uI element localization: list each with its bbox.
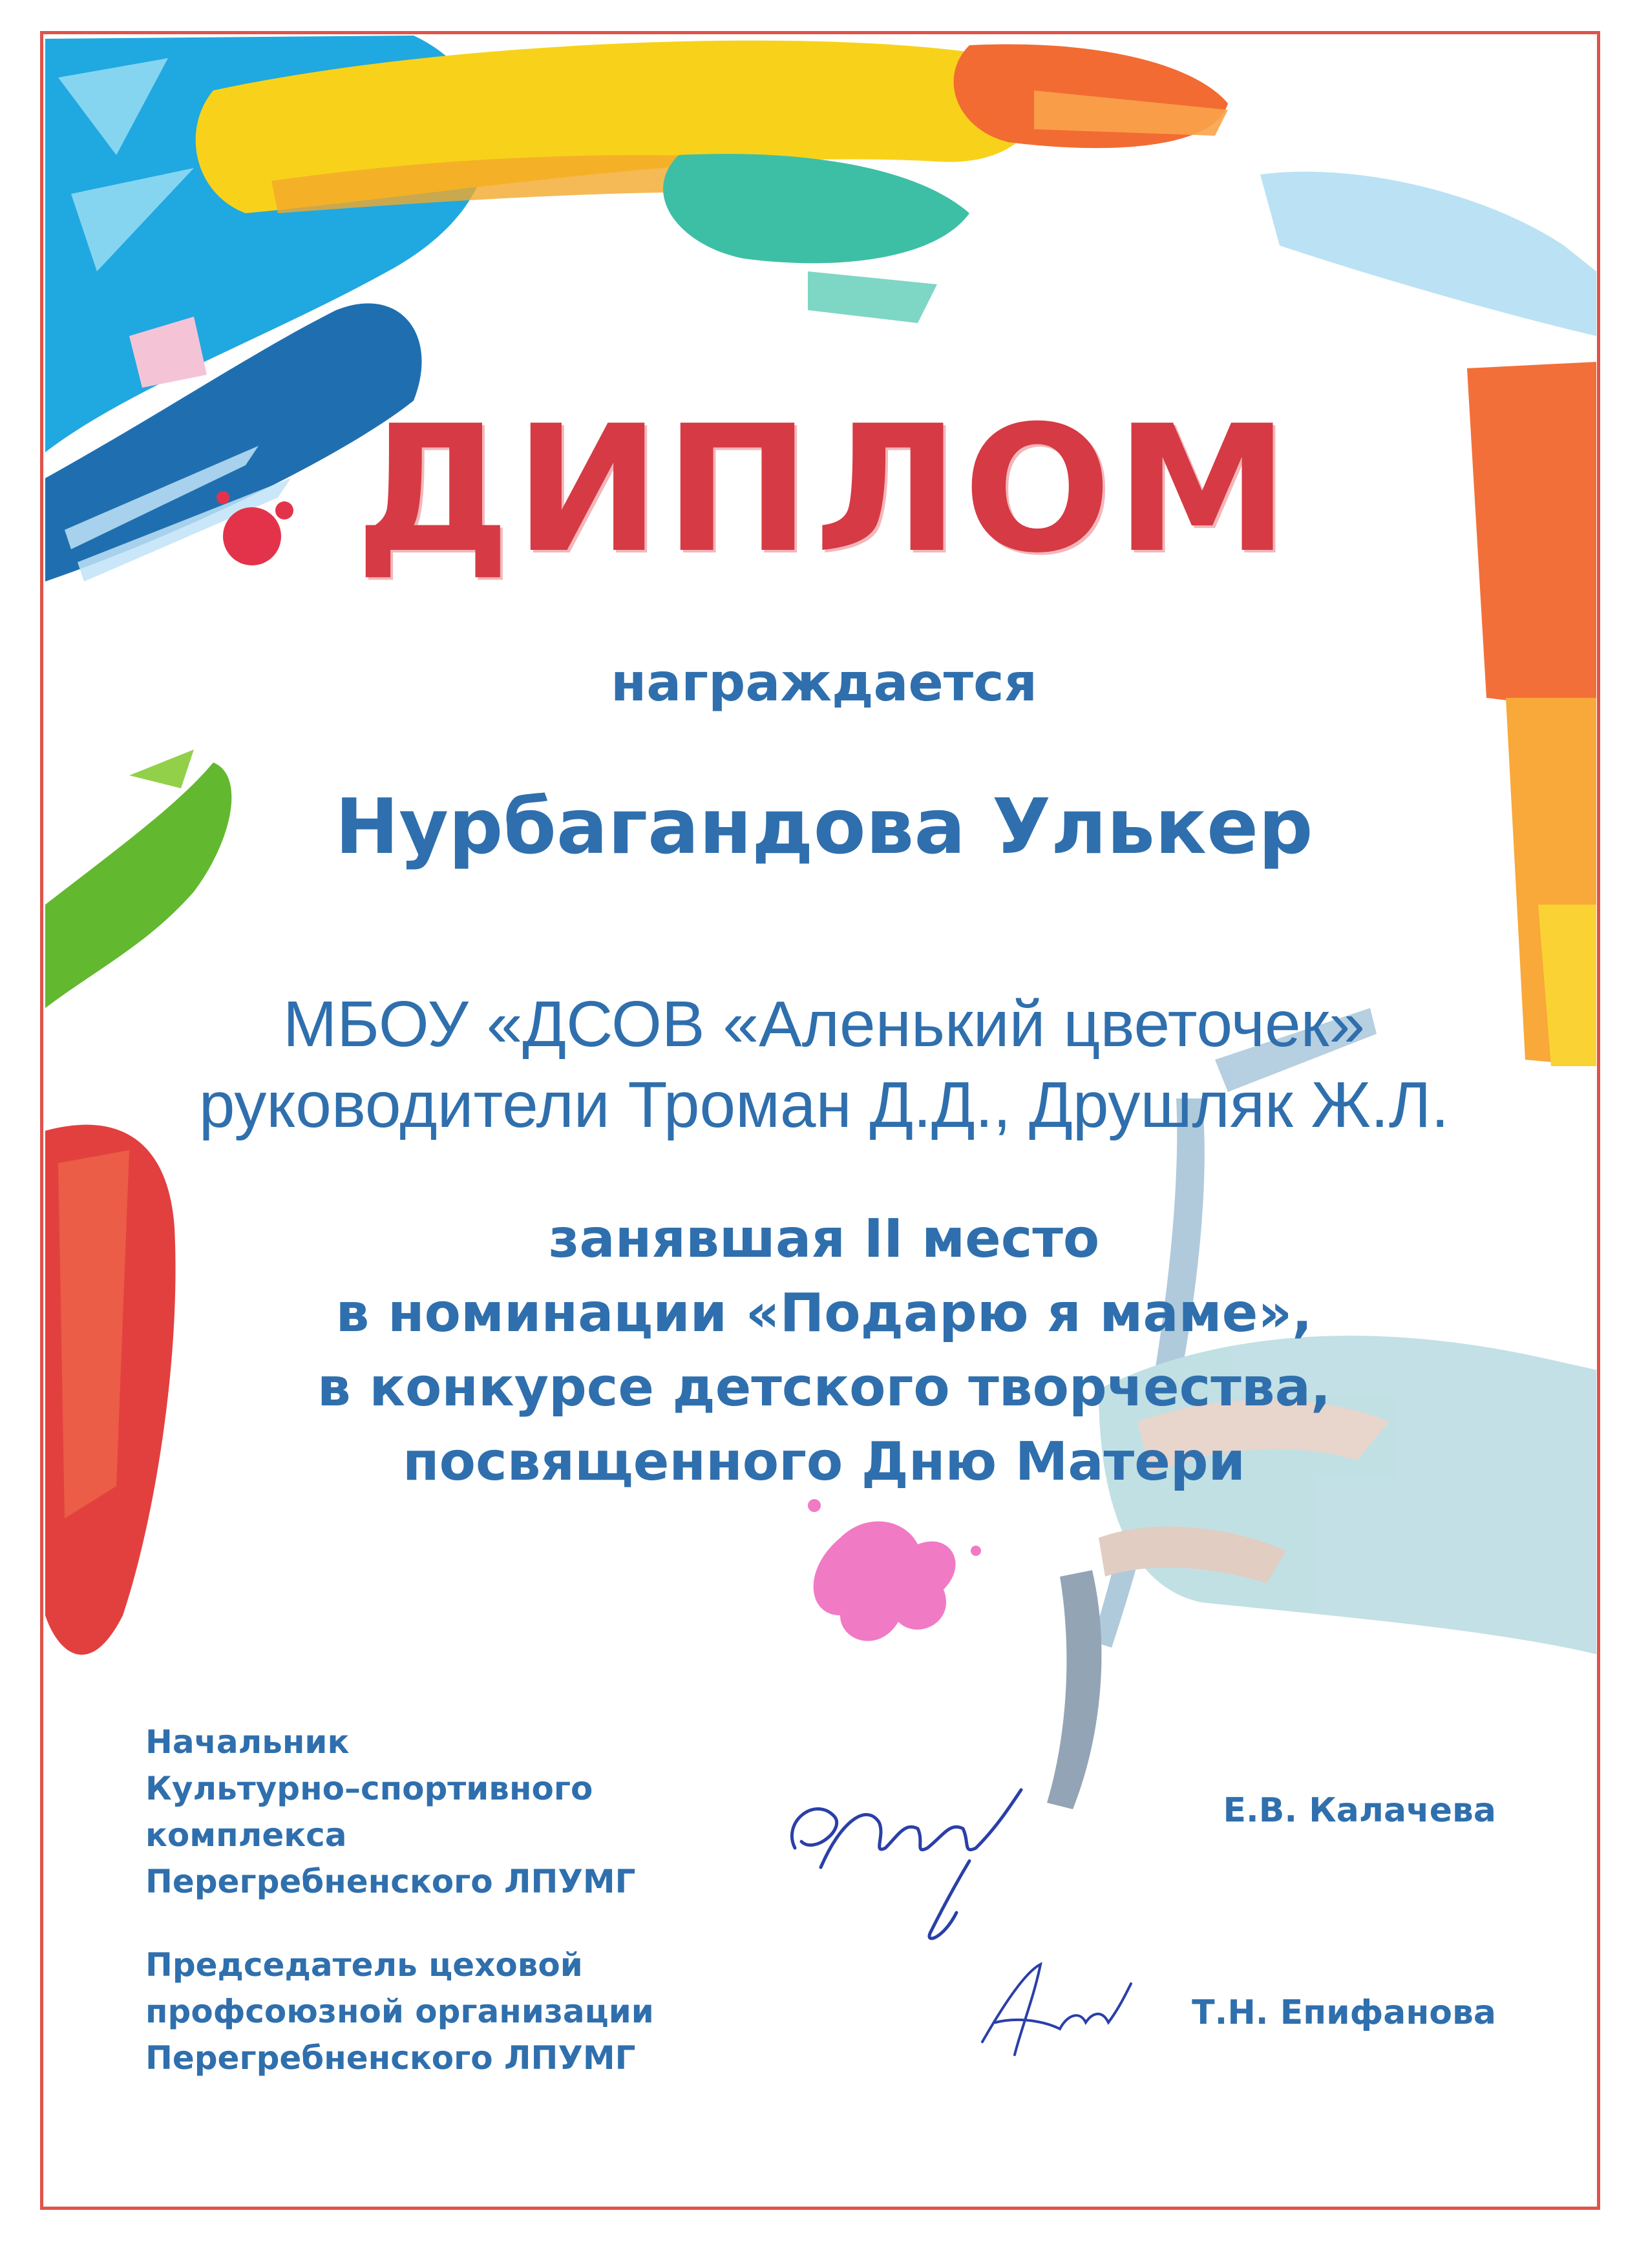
signatory-1-title-line: Начальник [145, 1723, 350, 1761]
signatory-2-name: Т.Н. Епифанова [1192, 1993, 1496, 2032]
organization-line-2: руководители Троман Д.Д., Друшляк Ж.Л. [198, 1069, 1450, 1141]
merit-line-4: посвященного Дню Матери [403, 1431, 1245, 1493]
certificate-title: ДИПЛОМ [355, 388, 1293, 591]
merit-line-3: в конкурсе детского творчества, [317, 1357, 1331, 1418]
signatory-1-title-line: комплекса [145, 1816, 347, 1854]
awarded-line: награждается [611, 653, 1037, 713]
signatory-2-title [145, 1942, 654, 2081]
signatory-2-title-line: профсоюзной организации [145, 1993, 654, 2030]
signatory-1-title [145, 1719, 636, 1905]
merit-line-1: занявшая II место [548, 1208, 1100, 1270]
signatory-2-title-line: Председатель цеховой [145, 1946, 583, 1984]
merit-line-2: в номинации «Подарю я маме», [335, 1283, 1313, 1344]
signature-2 [969, 1945, 1137, 2068]
signature-1 [776, 1745, 1047, 1951]
recipient-name: Нурбагандова Улькер [335, 782, 1313, 871]
signatory-1-name: Е.В. Калачева [1223, 1791, 1496, 1830]
signatory-1-title-line: Перегребненского ЛПУМГ [145, 1863, 636, 1900]
signatory-1-title-line: Культурно–спортивного [145, 1770, 593, 1807]
organization-line-1: МБОУ «ДСОВ «Аленький цветочек» [283, 988, 1365, 1060]
signatory-2-title-line: Перегребненского ЛПУМГ [145, 2039, 636, 2077]
